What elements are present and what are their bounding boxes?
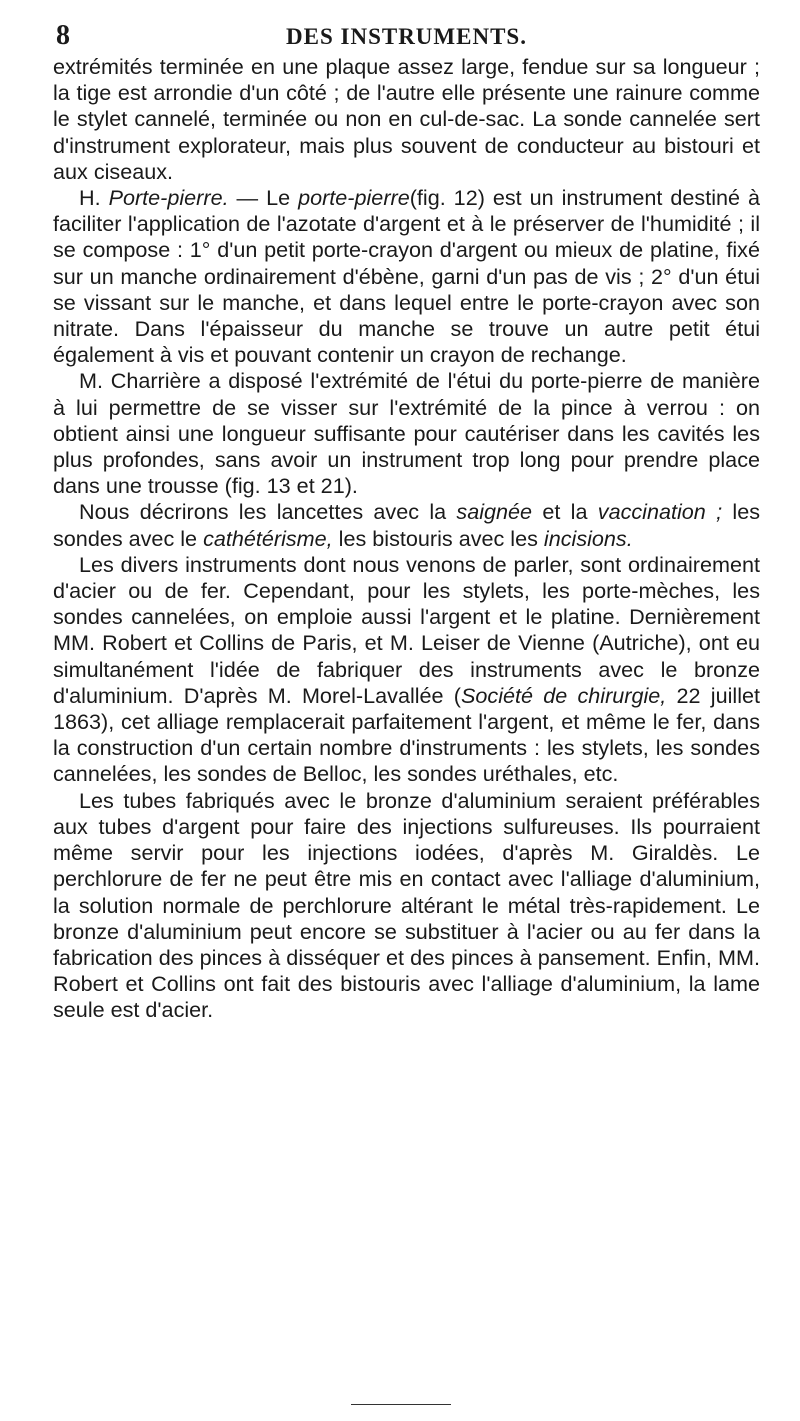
page-number: 8 bbox=[56, 20, 70, 51]
term-porte-pierre: porte-pierre bbox=[298, 185, 410, 211]
paragraph-porte-pierre bbox=[53, 185, 760, 368]
ref-societe-de-chirurgie: Société de chirurgie, bbox=[461, 682, 667, 708]
page-header bbox=[53, 20, 760, 54]
section-title: Porte-pierre. bbox=[108, 185, 229, 211]
text-fragment: 22 juillet 1863), cet alliage remplacerait parfaitement l'argent, et même le fer, dans la construction d'un certain nombre d'instruments : les stylets, les sondes cannelées, les sondes de Belloc, les sondes uréthales, etc. bbox=[53, 682, 760, 787]
paragraph-charriere: M. Charrière a disposé l'extrémité de l'étui du porte-pierre de manière à lui permettre de se visser sur l'extrémité de la pince à verrou : on obtient ainsi une longueur suffisante pour cautériser dans les cavités les plus profondes, sans avoir un instrument trop long pour prendre place dans une trousse (fig. 13 et 21). bbox=[53, 368, 760, 499]
text-fragment: Les divers instruments dont nous venons de parler, sont ordinairement d'acier ou de fer. Cependant, pour les stylets, les porte-mèches, les sondes cannelées, on emploie aussi l'argent et le platine. Dernièrement MM. Robert et Collins de Paris, et M. Leiser de Vienne (Autriche), ont eu simultanément l'idée de fabriquer des instruments avec le bronze d'aluminium. D'après M. Morel-Lavallée ( bbox=[53, 551, 760, 708]
paragraph-cross-references bbox=[53, 499, 760, 551]
text-fragment: Nous décrirons les lancettes avec la bbox=[79, 499, 457, 525]
paragraph-sonde-cannelee: extrémités terminée en une plaque assez large, fendue sur sa longueur ; la tige est arrondie d'un côté ; de l'autre elle présente une rainure comme le stylet cannelé, terminée ou non en cul-de-sac. La sonde cannelée sert d'instrument explorateur, mais plus souvent de conducteur au bistouri et aux ciseaux. bbox=[53, 54, 760, 184]
paragraph-materials bbox=[53, 552, 760, 788]
paragraph-aluminium-bronze: Les tubes fabriqués avec le bronze d'aluminium seraient préférables aux tubes d'argent pour faire des injections sulfureuses. Ils pourraient même servir pour les injections iodées, d'après M. Giraldès. Le perchlorure de fer ne peut être mis en contact avec l'alliage d'aluminium, la solution normale de perchlorure altérant le métal très-rapidement. Le bronze d'aluminium peut encore se substituer à l'acier ou au fer dans la fabrication des pinces à disséquer et des pinces à pansement. Enfin, MM. Robert et Collins ont fait des bistouris avec l'alliage d'aluminium, la lame seule est d'acier. bbox=[53, 787, 760, 1023]
text-fragment: (fig. 12) est un instrument destiné à faciliter l'application de l'azotate d'argent et à le préserver de l'humidité ; il se compose : 1° d'un petit porte-crayon d'argent ou mieux de platine, fixé sur un manche ordinairement d'ébène, garni d'un pas de vis ; 2° d'un étui se vissant sur le manche, et dans lequel entre le porte-crayon avec son nitrate. Dans l'épaisseur du manche se trouve un autre petit étui également à vis et pouvant contenir un crayon de rechange. bbox=[53, 185, 760, 368]
ref-incisions: incisions. bbox=[543, 525, 633, 551]
body-text bbox=[53, 54, 760, 1024]
running-head: DES INSTRUMENTS. bbox=[286, 24, 527, 49]
closing-rule bbox=[351, 1404, 451, 1405]
ref-vaccination: vaccination ; bbox=[597, 499, 723, 525]
text-fragment: les sondes avec le bbox=[53, 499, 761, 551]
section-letter: H. bbox=[79, 185, 109, 211]
ref-catheterisme: cathétérisme, bbox=[203, 525, 333, 551]
text-fragment: et la bbox=[532, 499, 598, 525]
ref-saignee: saignée bbox=[456, 499, 533, 525]
text-fragment: — Le bbox=[228, 185, 299, 211]
text-fragment: les bistouris avec les bbox=[332, 525, 544, 551]
